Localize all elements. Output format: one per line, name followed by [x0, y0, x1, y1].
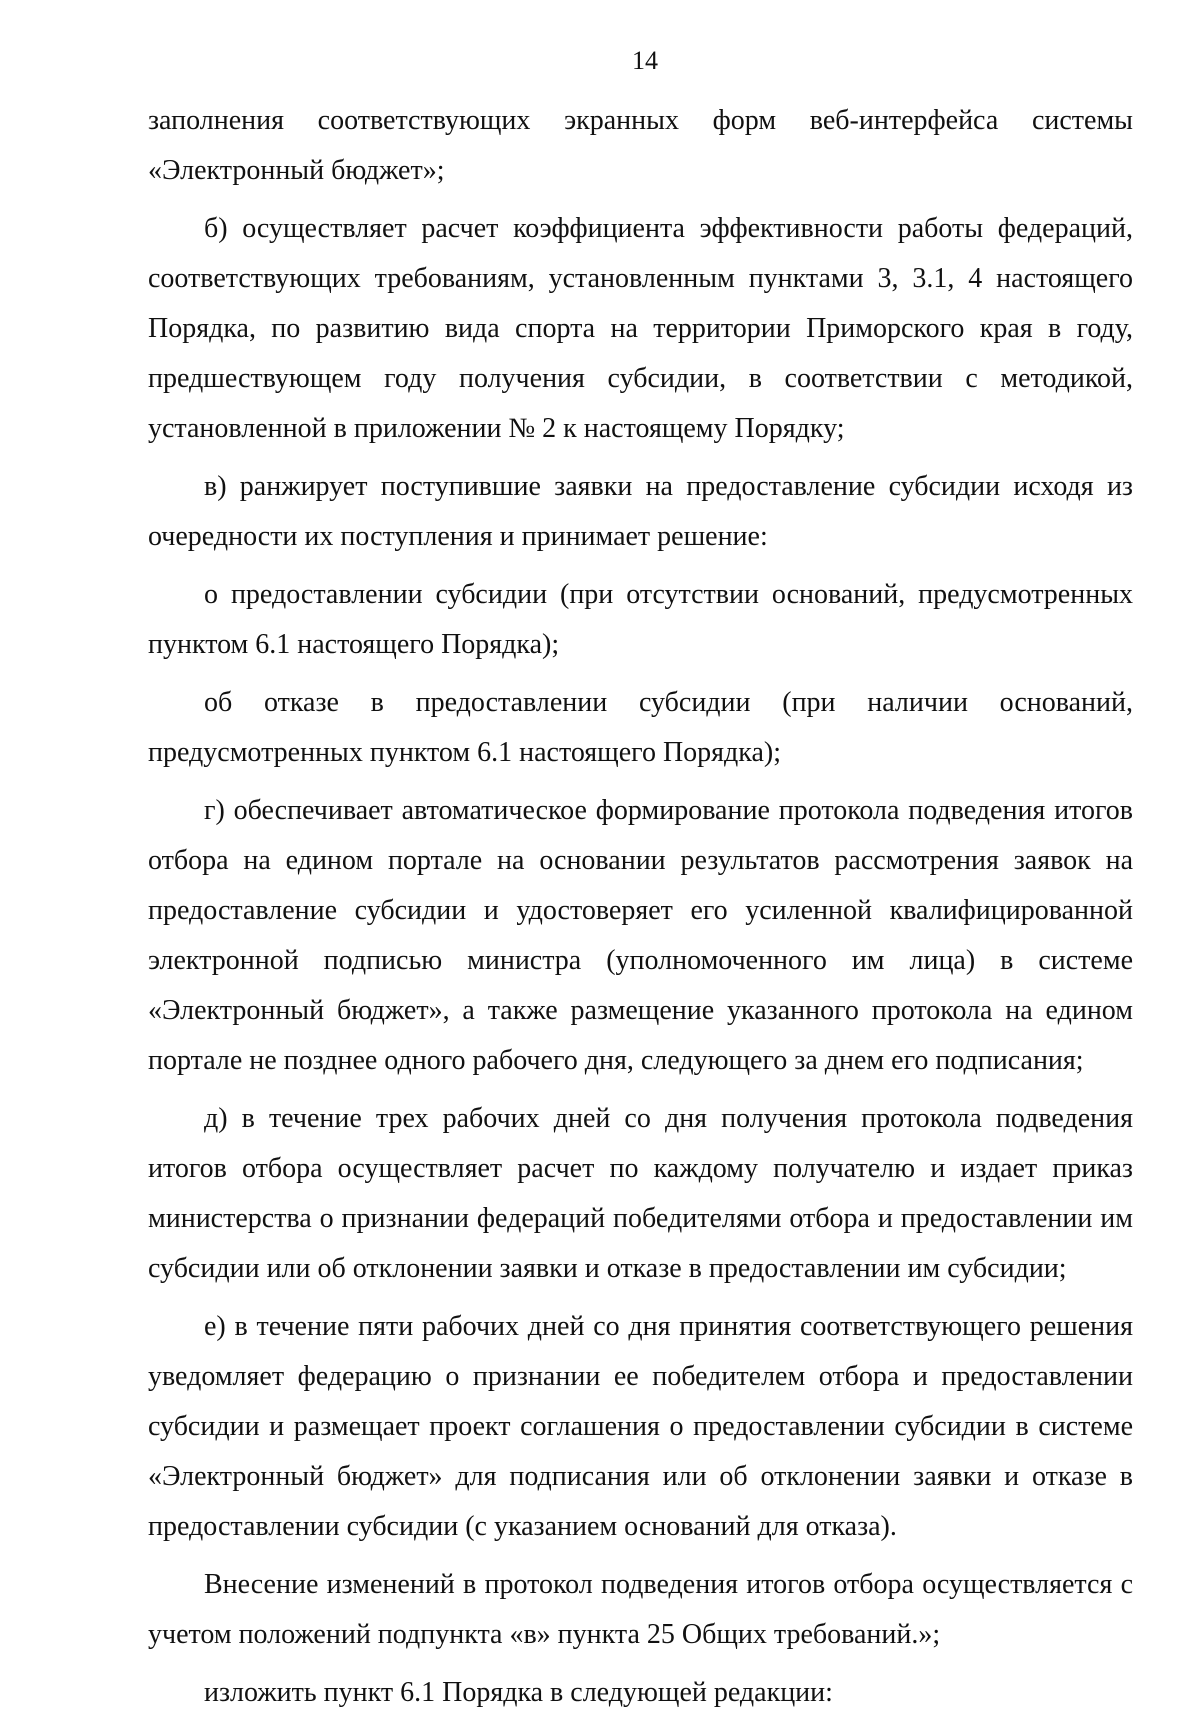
paragraph-grant-decision: о предоставлении субсидии (при отсутствии оснований, предусмотренных пунктом 6.1 настоящего Порядка); [148, 579, 1133, 660]
paragraph-protocol-changes: Внесение изменений в протокол подведения итогов отбора осуществляется с учетом положений подпункта «в» пункта 25 Общих требований.»; [148, 1569, 1133, 1650]
paragraph-item-g: г) обеспечивает автоматическое формирование протокола подведения итогов отбора на едином портале на основании результатов рассмотрения заявок на предоставление субсидии и удостоверяет его усиленной квалифицированной электронной подписью министра (уполномоченного им лица) в системе «Электронный бюджет», а также размещение указанного протокола на едином портале не позднее одного рабочего дня, следующего за днем его подписания; [148, 795, 1133, 1076]
paragraph-item-d: д) в течение трех рабочих дней со дня получения протокола подведения итогов отбора осуществляет расчет по каждому получателю и издает приказ министерства о признании федераций победителями отбора и предоставлении им субсидии или об отклонении заявки и отказе в предоставлении им субсидии; [148, 1103, 1133, 1284]
paragraph-continuation: заполнения соответствующих экранных форм веб-интерфейса системы «Электронный бюджет»; [148, 105, 1133, 186]
paragraph-refusal-decision: об отказе в предоставлении субсидии (при наличии оснований, предусмотренных пунктом 6.1 настоящего Порядка); [148, 687, 1133, 768]
paragraph-item-e: е) в течение пяти рабочих дней со дня принятия соответствующего решения уведомляет федерацию о признании ее победителем отбора и предоставлении субсидии и размещает проект соглашения о предоставлении субсидии в системе «Электронный бюджет» для подписания или об отклонении заявки и отказе в предоставлении субсидии (с указанием оснований для отказа). [148, 1311, 1133, 1542]
paragraph-amendment-intro: изложить пункт 6.1 Порядка в следующей редакции: [204, 1677, 833, 1708]
document-body [148, 96, 1133, 1718]
paragraph-item-b: б) осуществляет расчет коэффициента эффективности работы федераций, соответствующих требованиям, установленным пунктами 3, 3.1, 4 настоящего Порядка, по развитию вида спорта на территории Приморского края в году, предшествующем году получения субсидии, в соответствии с методикой, установленной в приложении № 2 к настоящему Порядку; [148, 213, 1133, 444]
page-number: 14 [632, 46, 658, 75]
paragraph-item-v: в) ранжирует поступившие заявки на предоставление субсидии исходя из очередности их поступления и принимает решение: [148, 471, 1133, 552]
